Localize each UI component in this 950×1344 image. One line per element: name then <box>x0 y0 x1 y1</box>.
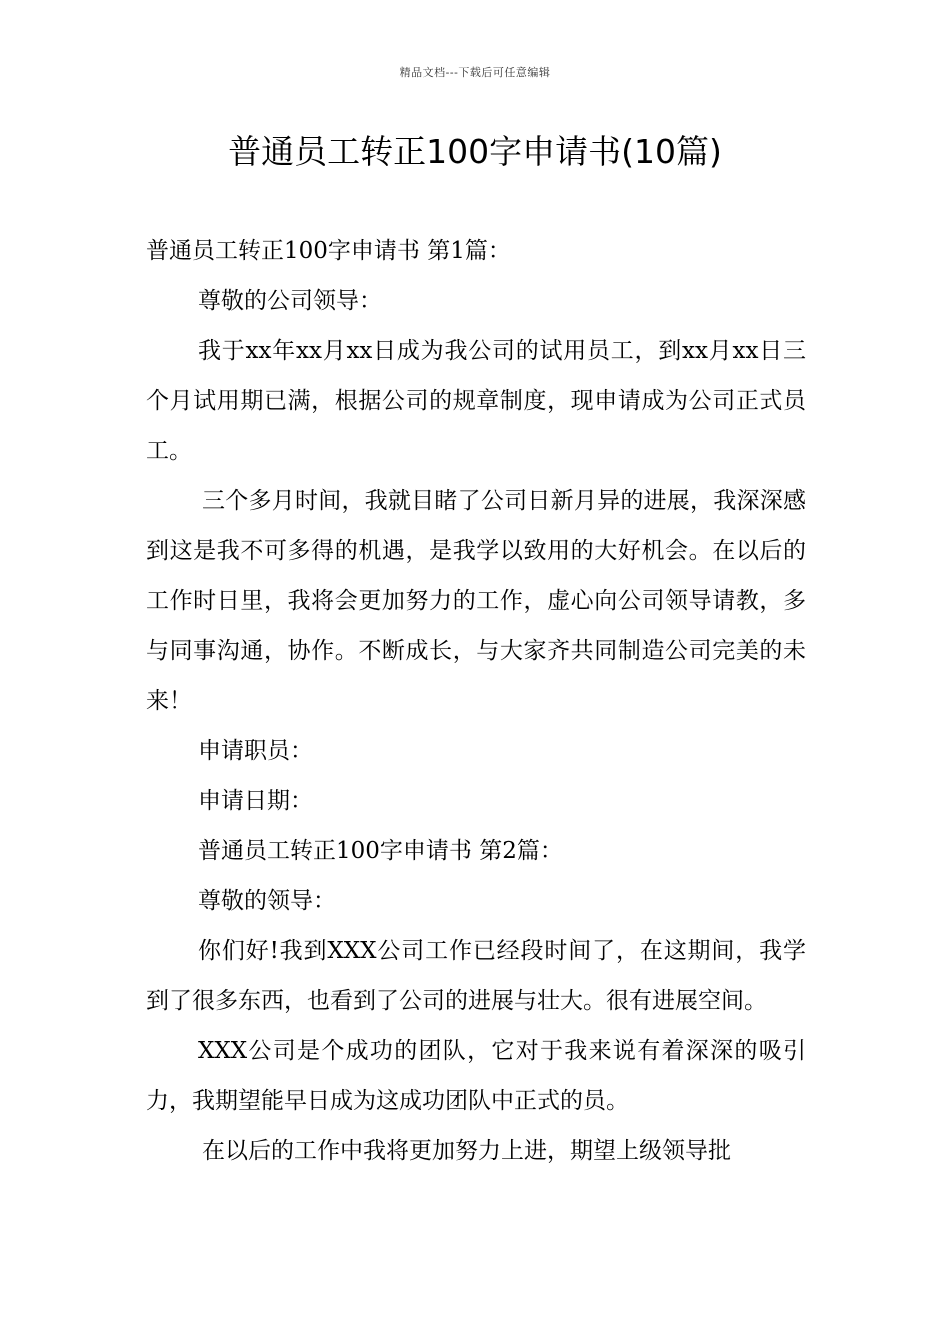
date-label: 申请日期： <box>198 788 313 814</box>
paragraph: 你们好!我到XXX公司工作已经段时间了，在这期间，我学到了很多东西，也看到了公司的进展与壮大。很有进展空间。 <box>146 938 806 1014</box>
document-title: 普通员工转正100字申请书(10篇) <box>228 132 722 171</box>
section-heading-1: 普通员工转正100字申请书 第1篇： <box>146 238 511 264</box>
header-note: 精品文档---下载后可任意编辑 <box>399 66 551 79</box>
salutation-1: 尊敬的公司领导： <box>198 288 382 314</box>
paragraph: XXX公司是个成功的团队，它对于我来说有着深深的吸引力，我期望能早日成为这成功团队中正式的员。 <box>146 1038 806 1114</box>
applicant-label: 申请职员： <box>198 738 313 764</box>
paragraph: 三个多月时间，我就目睹了公司日新月异的进展，我深深感到这是我不可多得的机遇，是我学以致用的大好机会。在以后的工作时日里，我将会更加努力的工作，虚心向公司领导请教，多与同事沟通，协作。不断成长，与大家齐共同制造公司完美的未来！ <box>146 488 806 714</box>
salutation-2: 尊敬的领导： <box>198 888 336 914</box>
document-body <box>146 226 806 1176</box>
paragraph: 在以后的工作中我将更加努力上进，期望上级领导批 <box>202 1138 731 1164</box>
section-heading-2: 普通员工转正100字申请书 第2篇： <box>198 838 563 864</box>
paragraph: 我于xx年xx月xx日成为我公司的试用员工，到xx月xx日三个月试用期已满，根据公司的规章制度，现申请成为公司正式员工。 <box>146 338 806 464</box>
